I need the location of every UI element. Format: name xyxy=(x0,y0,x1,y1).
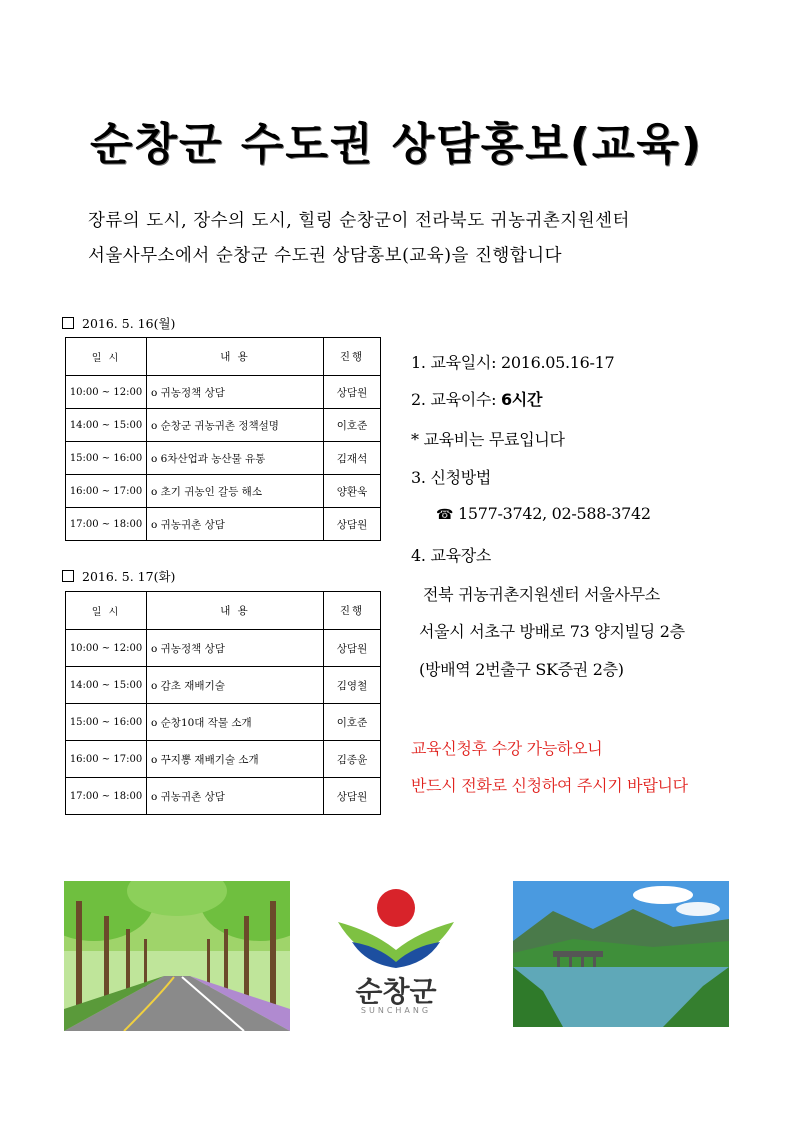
notice-line-2: 반드시 전화로 신청하여 주시기 바랍니다 xyxy=(411,776,688,795)
row-presenter: 김재석 xyxy=(324,442,381,475)
day2-schedule-table xyxy=(65,591,381,815)
intro-line-2: 서울사무소에서 순창군 수도권 상담홍보(교육)을 진행합니다 xyxy=(88,246,563,266)
day2-date: 2016. 5. 17(화) xyxy=(82,569,176,584)
row-content: o 감초 재배기술 xyxy=(147,667,324,704)
tree-road-illustration xyxy=(64,881,290,1031)
day1-date-heading xyxy=(62,314,175,332)
row-presenter: 김영철 xyxy=(324,667,381,704)
row-time: 15:00 ~ 16:00 xyxy=(66,704,147,741)
row-presenter: 이호준 xyxy=(324,409,381,442)
table-row xyxy=(66,508,381,541)
row-time: 17:00 ~ 18:00 xyxy=(66,778,147,815)
sunchang-logo xyxy=(334,884,458,1024)
sunchang-emblem-icon xyxy=(334,884,458,968)
table-row xyxy=(66,778,381,815)
table-header-row xyxy=(66,592,381,630)
row-presenter: 이호준 xyxy=(324,704,381,741)
river-landscape-illustration xyxy=(513,881,729,1027)
table-row xyxy=(66,741,381,778)
header-time: 일 시 xyxy=(66,338,147,376)
row-time: 16:00 ~ 17:00 xyxy=(66,475,147,508)
table-row xyxy=(66,376,381,409)
logo-english-text: SUNCHANG xyxy=(360,1006,432,1015)
header-presenter: 진행 xyxy=(324,592,381,630)
row-content: o 귀농귀촌 상담 xyxy=(147,508,324,541)
day2-date-heading xyxy=(62,567,175,585)
info-hours xyxy=(411,387,542,410)
header-presenter: 진행 xyxy=(324,338,381,376)
info-place-2: 서울시 서초구 방배로 73 양지빌딩 2층 xyxy=(419,622,685,641)
checkbox-square-icon xyxy=(62,570,74,582)
info-date: 1. 교육일시: 2016.05.16-17 xyxy=(411,353,615,372)
row-presenter: 상담원 xyxy=(324,376,381,409)
phone-icon: ☎ xyxy=(436,507,454,523)
row-content: o 순창군 귀농귀촌 정책설명 xyxy=(147,409,324,442)
row-time: 15:00 ~ 16:00 xyxy=(66,442,147,475)
row-content: o 귀농귀촌 상담 xyxy=(147,778,324,815)
table-row xyxy=(66,409,381,442)
table-row xyxy=(66,442,381,475)
page-title: 순창군 수도권 상담홍보(교육) xyxy=(90,119,703,170)
notice-line-1: 교육신청후 수강 가능하오니 xyxy=(411,739,603,758)
row-content: o 귀농정책 상담 xyxy=(147,376,324,409)
row-presenter: 상담원 xyxy=(324,508,381,541)
row-content: o 꾸지뽕 재배기술 소개 xyxy=(147,741,324,778)
table-row xyxy=(66,667,381,704)
table-row xyxy=(66,475,381,508)
row-time: 10:00 ~ 12:00 xyxy=(66,376,147,409)
checkbox-square-icon xyxy=(62,317,74,329)
header-content: 내 용 xyxy=(147,338,324,376)
row-time: 14:00 ~ 15:00 xyxy=(66,409,147,442)
row-content: o 초기 귀농인 갈등 해소 xyxy=(147,475,324,508)
river-landscape-photo xyxy=(513,881,729,1027)
row-presenter: 김종윤 xyxy=(324,741,381,778)
row-presenter: 상담원 xyxy=(324,778,381,815)
info-free: * 교육비는 무료입니다 xyxy=(411,430,565,449)
info-place-1: 전북 귀농귀촌지원센터 서울사무소 xyxy=(423,585,660,604)
row-presenter: 상담원 xyxy=(324,630,381,667)
tree-road-photo xyxy=(64,881,290,1031)
info-place: 4. 교육장소 xyxy=(411,546,492,565)
info-phone-line xyxy=(436,504,651,523)
row-time: 17:00 ~ 18:00 xyxy=(66,508,147,541)
row-presenter: 양환욱 xyxy=(324,475,381,508)
info-hours-label: 2. 교육이수: xyxy=(411,390,501,409)
table-row xyxy=(66,630,381,667)
row-time: 14:00 ~ 15:00 xyxy=(66,667,147,704)
info-hours-value: 6시간 xyxy=(500,390,543,409)
row-content: o 6차산업과 농산물 유통 xyxy=(147,442,324,475)
header-content: 내 용 xyxy=(147,592,324,630)
table-header-row xyxy=(66,338,381,376)
row-time: 10:00 ~ 12:00 xyxy=(66,630,147,667)
header-time: 일 시 xyxy=(66,592,147,630)
logo-korean-text: 순창군 xyxy=(355,975,437,1008)
row-time: 16:00 ~ 17:00 xyxy=(66,741,147,778)
info-phone: 1577-3742, 02-588-3742 xyxy=(457,504,651,523)
table-row xyxy=(66,704,381,741)
row-content: o 귀농정책 상담 xyxy=(147,630,324,667)
info-method: 3. 신청방법 xyxy=(411,468,492,487)
day1-schedule-table xyxy=(65,337,381,541)
row-content: o 순창10대 작물 소개 xyxy=(147,704,324,741)
intro-line-1: 장류의 도시, 장수의 도시, 힐링 순창군이 전라북도 귀농귀촌지원센터 xyxy=(88,211,630,231)
info-place-3: (방배역 2번출구 SK증권 2층) xyxy=(419,660,624,679)
day1-date: 2016. 5. 16(월) xyxy=(82,316,176,331)
